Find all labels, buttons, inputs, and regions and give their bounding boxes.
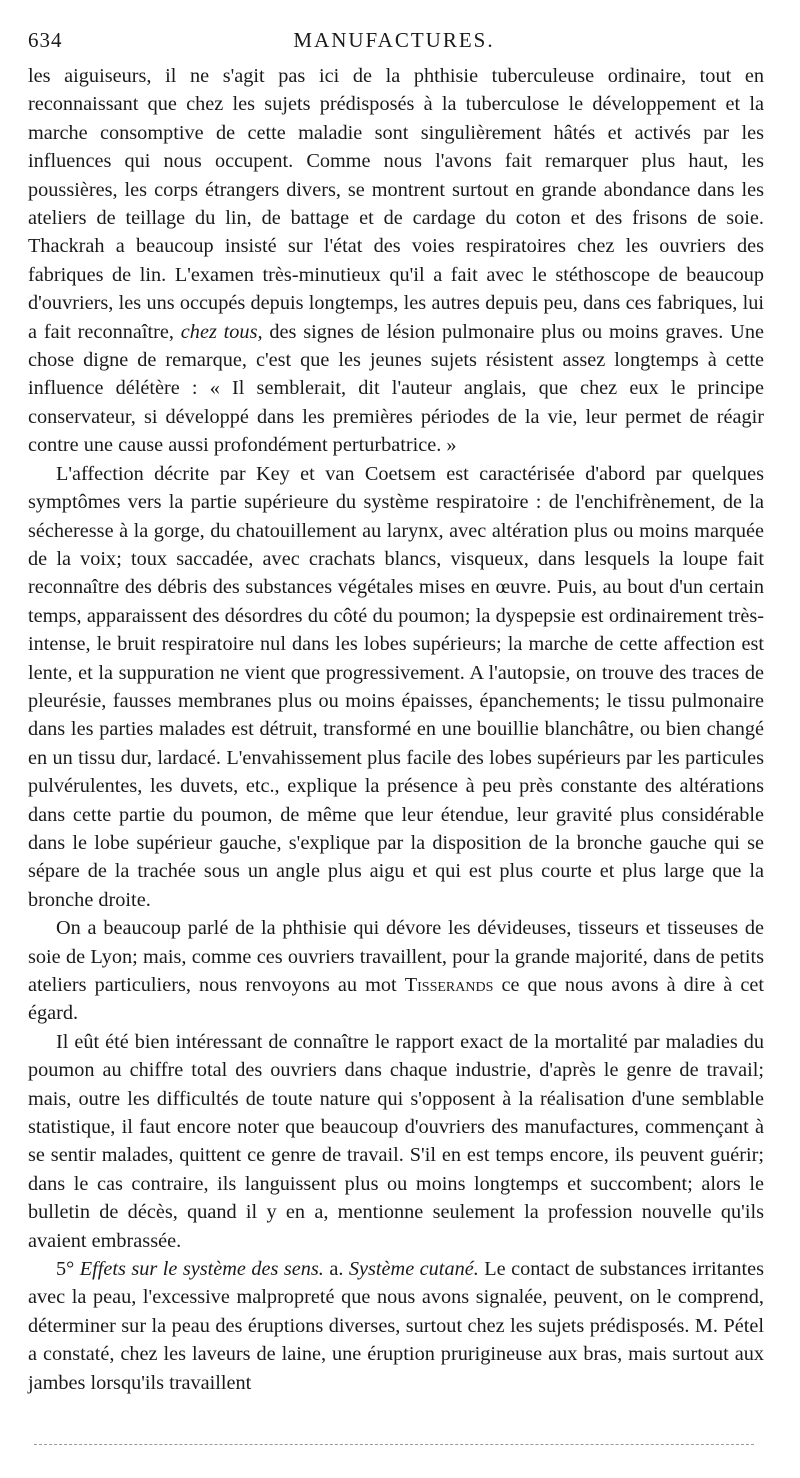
running-title: MANUFACTURES.	[293, 28, 495, 52]
paragraph: Il eût été bien intéressant de connaître le rapport exact de la mortalité par maladies du poumon au chiffre total des ouvriers dans chaque industrie, d'après le genre de travail; mais, outre les difficultés de toute nature qui s'opposent à la réalisation d'une semblable statistique, il faut encore noter que beaucoup d'ouvriers des manufactures, commençant à se sentir malades, quittent ce genre de travail. S'il en est temps encore, ils peuvent guérir; dans le cas contraire, ils languissent plus ou moins longtemps et succombent; alors le bulletin de décès, quand il y en a, mentionne seulement la profession nouvelle qu'ils avaient embrassée.	[28, 1030, 764, 1252]
paragraph-text: des signes de lésion pulmonaire plus ou moins graves. Une chose digne de remarque, c'est que les jeunes sujets résistent assez longtemps à cette influence délétère : « Il semblerait, dit l'auteur anglais, que chez eux le principe conservateur, si développé dans les premières périodes de la vie, leur permet de réagir contre une cause aussi profondément perturbatrice. »	[28, 320, 764, 457]
paragraph-text: les aiguiseurs, il ne s'agit pas ici de la phthisie tuberculeuse ordinaire, tout en reconnaissant que chez les sujets prédisposés à la tuberculose le développement et la marche consomptive de cette maladie sont singulièrement hâtés et activés par les influences qui nous occupent. Comme nous l'avons fait remarquer plus haut, les poussières, les corps étrangers divers, se montrent surtout en grande abondance dans les ateliers de teillage du lin, de battage et de cardage du coton et des frisons de soie. Thackrah a beaucoup insisté sur l'état des voies respiratoires chez les ouvriers des fabriques de lin. L'examen très-minutieux qu'il a fait avec le stéthoscope de beaucoup d'ouvriers, les uns occupés depuis longtemps, les autres depuis peu, dans ces fabriques, lui a fait reconnaître,	[28, 65, 764, 343]
paragraph-text: ce que nous avons à dire à cet égard.	[28, 974, 764, 1025]
paragraph	[28, 1255, 764, 1397]
body-text	[28, 62, 764, 1397]
section-heading: Effets sur le système des sens.	[79, 1258, 324, 1281]
paragraph	[28, 914, 764, 1028]
subsection-letter: a.	[329, 1258, 344, 1281]
paragraph	[28, 62, 764, 460]
paragraph-text: Le contact de substances irritantes avec la peau, l'excessive malpropreté que nous avons signalée, peuvent, on le comprend, déterminer sur la peau des éruptions diverses, surtout chez les sujets prédisposés. M. Pétel a constaté, chez les laveurs de laine, une éruption prurigineuse aux bras, mais surtout aux jambes lorsqu'ils travaillent	[28, 1258, 764, 1394]
emphasis-text: chez tous,	[180, 320, 263, 343]
footer-rule	[34, 1444, 754, 1445]
paragraph: L'affection décrite par Key et van Coetsem est caractérisée d'abord par quelques symptômes vers la partie supérieure du système respiratoire : de l'enchifrènement, de la sécheresse à la gorge, du chatouillement au larynx, avec altération plus ou moins marquée de la voix; toux saccadée, avec crachats blancs, visqueux, dans lesquels la loupe fait reconnaître des débris des substances végétales mises en œuvre. Puis, au bout d'un certain temps, apparaissent des désordres du côté du poumon; la dyspepsie est ordinairement très-intense, le bruit respiratoire nul dans les lobes supérieurs; la marche de cette affection est lente, et la suppuration ne vient que progressivement. A l'autopsie, on trouve des traces de pleurésie, fausses membranes plus ou moins épaisses, épanchements; le tissu pulmonaire dans les parties malades est détruit, transformé en une bouillie blanchâtre, ou bien changé en un tissu dur, lardacé. L'envahissement plus facile des lobes supérieurs par les particules pulvérulentes, les duvets, etc., explique la présence à peu près constante des altérations dans cette partie du poumon, de même que leur étendue, leur gravité plus considérable dans le lobe supérieur gauche, s'explique par la disposition de la bronche gauche qui se sépare de la trachée sous un angle plus aigu et qui est plus courte et plus large que la bronche droite.	[28, 462, 764, 911]
cross-reference: Tisserands	[404, 974, 494, 996]
page-number: 634	[28, 28, 63, 52]
page-header	[28, 28, 760, 58]
subsection-heading: Système cutané.	[348, 1258, 479, 1281]
paragraph-text: On a beaucoup parlé de la phthisie qui dévore les dévideuses, tisseurs et tisseuses de soie de Lyon; mais, comme ces ouvriers travaillent, pour la grande majorité, dans de petits ateliers particuliers, nous renvoyons au mot	[28, 917, 764, 996]
section-number: 5°	[56, 1258, 75, 1281]
